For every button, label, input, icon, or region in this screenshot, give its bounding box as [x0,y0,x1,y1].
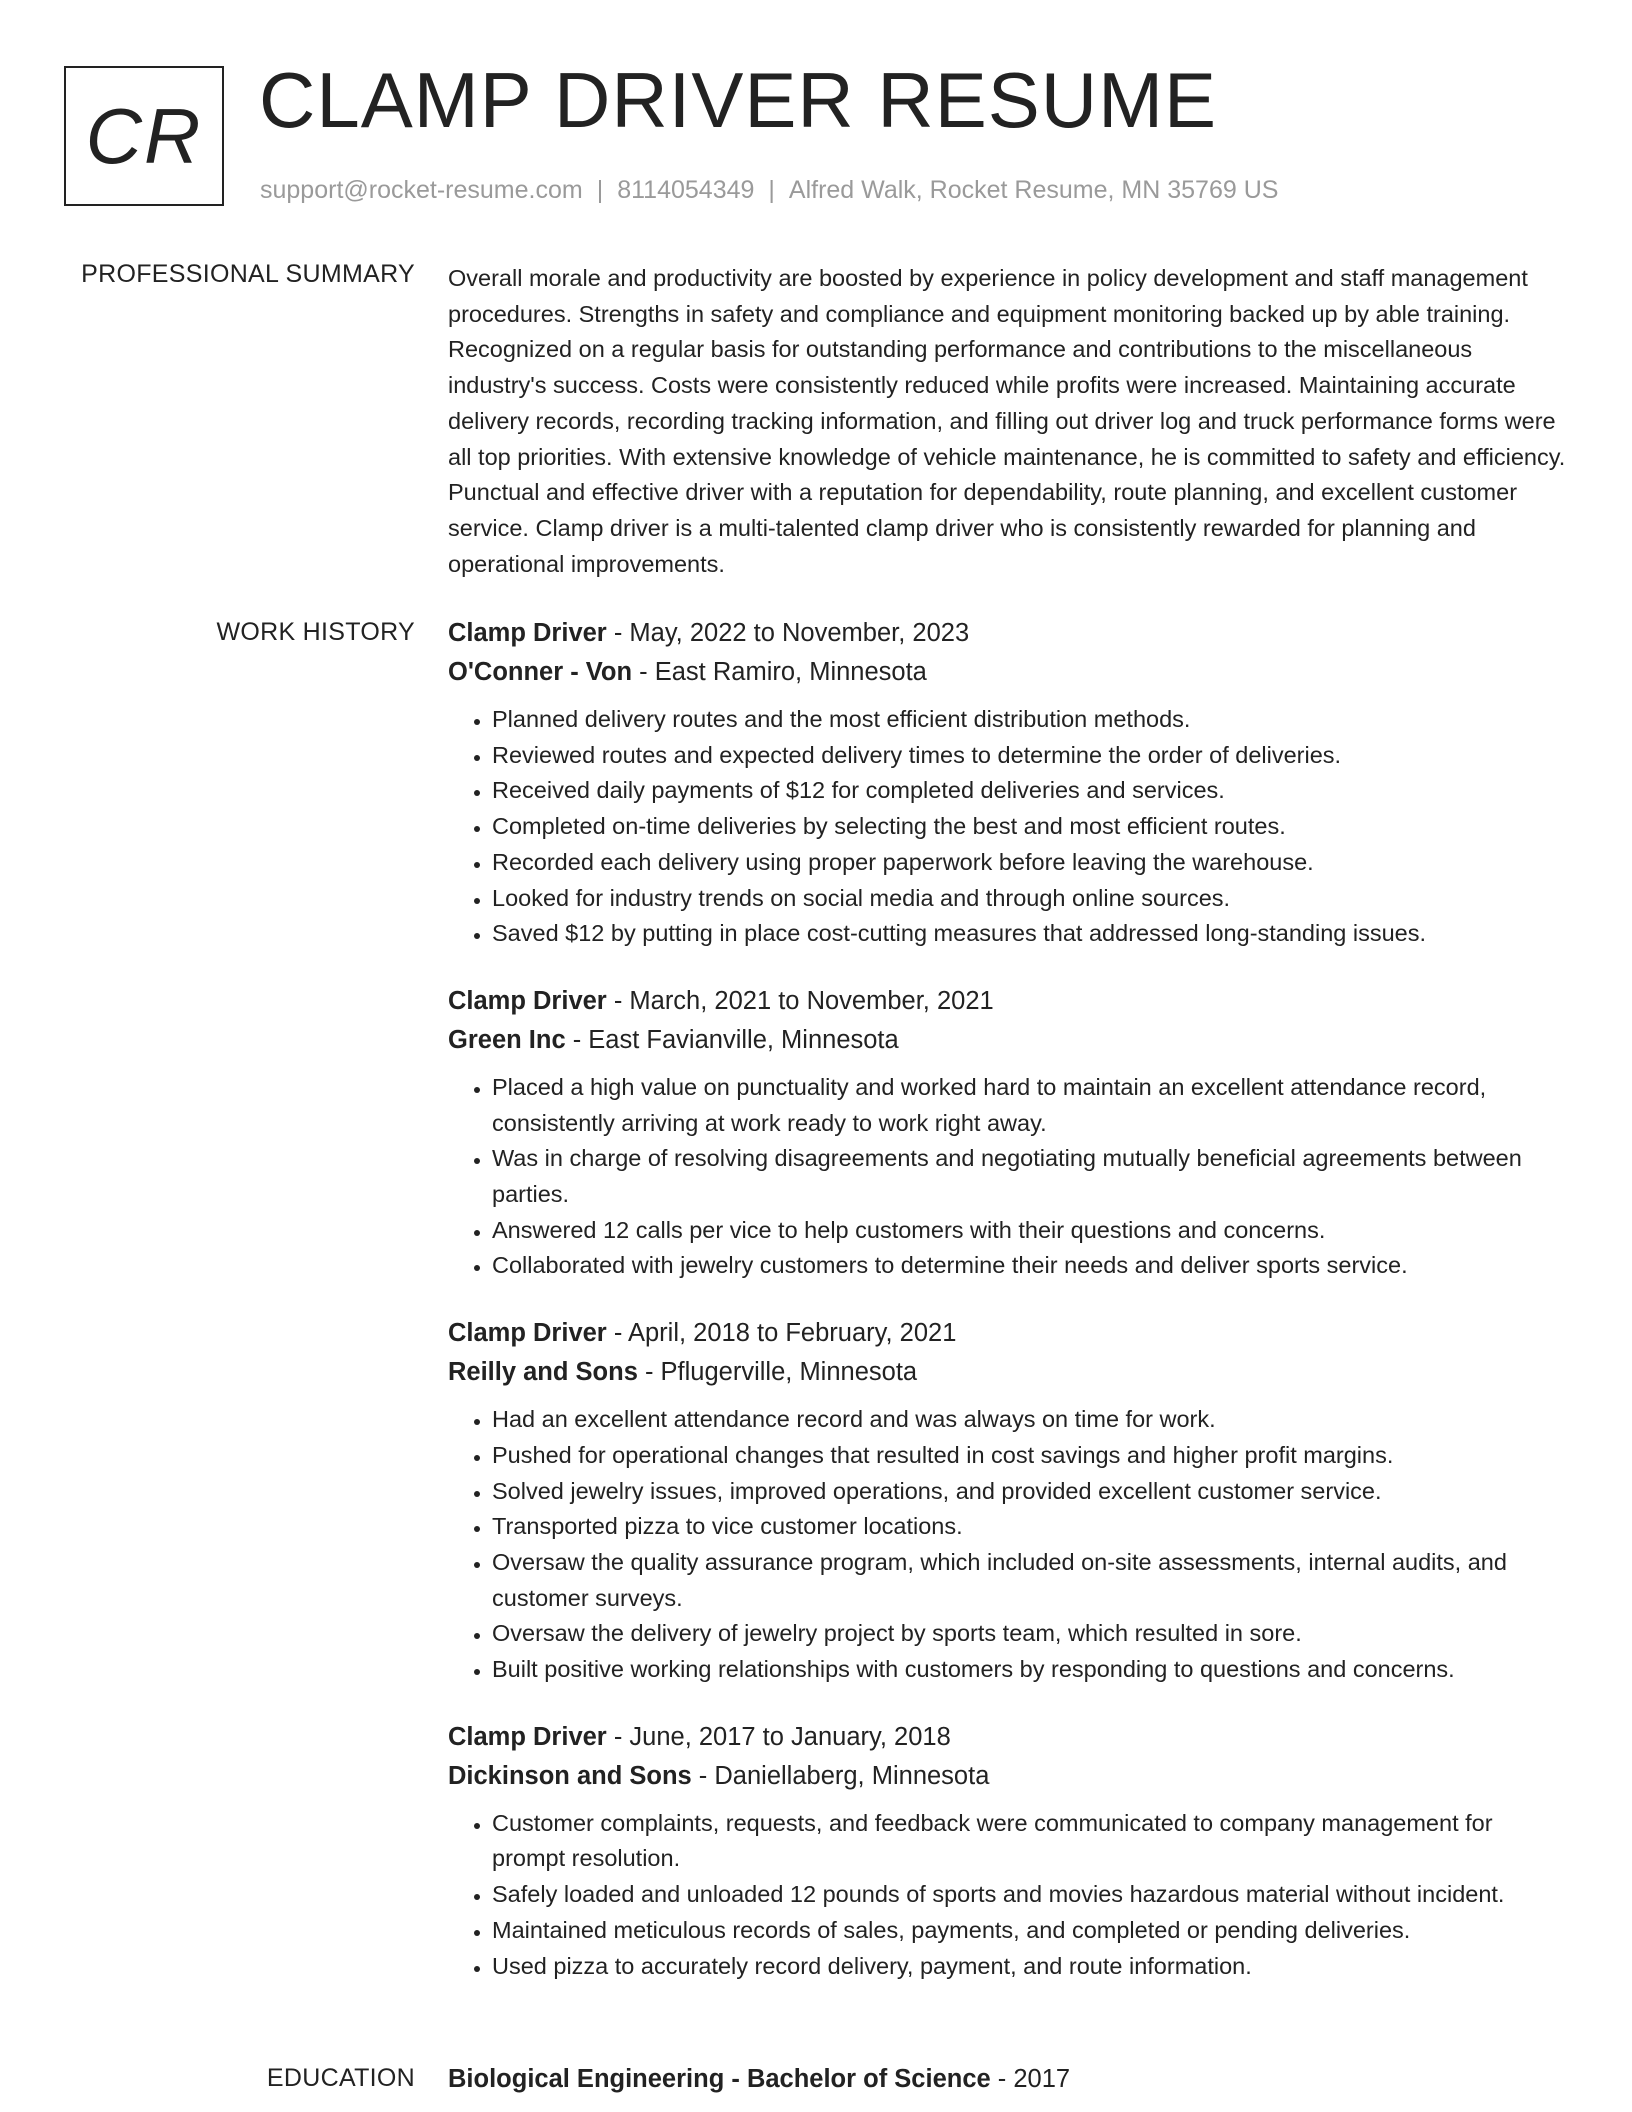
job-bullet-item: • Collaborated with jewelry customers to determine their needs and deliver sports service. [492,1248,1570,1284]
job-location: - Daniellaberg, Minnesota [691,1761,990,1790]
job-bullet-item: • Pushed for operational changes that resulted in cost savings and higher profit margins. [492,1438,1570,1474]
job-dates: - March, 2021 to November, 2021 [606,986,994,1015]
job-title: Clamp Driver [448,1319,607,1348]
job-bullets [448,1402,1570,1688]
job-company-line [448,1757,1570,1796]
job-bullet-item: • Planned delivery routes and the most efficient distribution methods. [492,702,1570,738]
contact-email: support@rocket-resume.com [260,176,583,204]
job-bullet-item: • Maintained meticulous records of sales, payments, and completed or pending deliveries. [492,1913,1570,1949]
job-company-line [448,653,1570,692]
education-degree: Biological Engineering - Bachelor of Science [448,2065,991,2093]
initials-text: CR [85,91,203,180]
job-title-line [448,1314,1570,1353]
job-company: Green Inc [448,1025,566,1054]
initials-monogram [64,66,224,206]
job-bullet-item: • Recorded each delivery using proper paperwork before leaving the warehouse. [492,845,1570,881]
job-bullet-item: • Oversaw the quality assurance program, which included on-site assessments, internal audits, and customer surveys. [492,1545,1570,1616]
job-dates: - April, 2018 to February, 2021 [606,1319,957,1348]
job-company: Dickinson and Sons [448,1761,692,1790]
job-bullet-item: • Received daily payments of $12 for completed deliveries and services. [492,773,1570,809]
job-dates: - June, 2017 to January, 2018 [606,1722,951,1751]
job-title-line [448,982,1570,1021]
job-bullets [448,1070,1570,1284]
education-entry [448,2060,1570,2099]
contact-separator: | [768,176,775,204]
job-title-line [448,1718,1570,1757]
education-degree-line [448,2060,1570,2099]
job-bullet-item: • Looked for industry trends on social media and through online sources. [492,881,1570,917]
resume-title: CLAMP DRIVER RESUME [259,56,1218,144]
job-title: Clamp Driver [448,619,607,647]
job-title-line [448,614,1570,653]
job-entry [448,1718,1570,1985]
job-bullets [448,702,1570,952]
job-bullet-item: • Oversaw the delivery of jewelry project by sports team, which resulted in sore. [492,1616,1570,1652]
contact-separator: | [596,176,604,204]
job-bullet-item: • Transported pizza to vice customer locations. [492,1509,1570,1545]
job-company-line [448,1353,1570,1392]
contact-line [260,176,1278,205]
job-company: O'Conner - Von [448,658,633,686]
section-label-work-history: WORK HISTORY [216,618,415,646]
contact-address: Alfred Walk, Rocket Resume, MN 35769 US [788,176,1279,204]
work-history-list [448,614,1570,2014]
contact-phone: 8114054349 [617,176,755,204]
job-bullet-item: • Used pizza to accurately record delivery, payment, and route information. [492,1949,1570,1985]
job-bullet-item: • Built positive working relationships with customers by responding to questions and concerns. [492,1652,1570,1688]
job-bullet-item: • Answered 12 calls per vice to help customers with their questions and concerns. [492,1213,1570,1249]
job-bullets [448,1806,1570,1985]
section-label-education: EDUCATION [266,2064,415,2092]
summary-text: Overall morale and productivity are boosted by experience in policy development and staff management procedures. Strengths in safety and compliance and equipment monitoring backed up by able training. Recognized on a regular basis for outstanding performance and contributions to the miscellaneous industry's success. Costs were consistently reduced while profits were increased. Maintaining accurate delivery records, recording tracking information, and filling out driver log and truck performance forms were all top priorities. With extensive knowledge of vehicle maintenance, he is committed to safety and efficiency. Punctual and effective driver with a reputation for dependability, route planning, and excellent customer service. Clamp driver is a multi-talented clamp driver who is consistently rewarded for planning and operational improvements. [448,265,1566,577]
job-dates: - May, 2022 to November, 2023 [606,619,970,647]
job-bullet-item: • Saved $12 by putting in place cost-cutting measures that addressed long-standing issues. [492,916,1570,952]
job-title: Clamp Driver [448,986,607,1015]
job-title: Clamp Driver [448,1722,607,1751]
job-bullet-item: • Reviewed routes and expected delivery times to determine the order of deliveries. [492,738,1570,774]
job-bullet-item: • Safely loaded and unloaded 12 pounds of sports and movies hazardous material without incident. [492,1877,1570,1913]
job-company: Reilly and Sons [448,1358,638,1387]
job-company-line [448,1021,1570,1060]
job-bullet-item: • Placed a high value on punctuality and worked hard to maintain an excellent attendance record, consistently arriving at work ready to work right away. [492,1070,1570,1141]
job-entry [448,982,1570,1284]
education-year: - 2017 [990,2065,1071,2093]
job-location: - Pflugerville, Minnesota [637,1358,918,1387]
job-bullet-item: • Had an excellent attendance record and was always on time for work. [492,1402,1570,1438]
job-entry [448,614,1570,952]
job-entry [448,1314,1570,1688]
job-bullet-item: • Was in charge of resolving disagreements and negotiating mutually beneficial agreements between parties. [492,1141,1570,1212]
job-bullet-item: • Solved jewelry issues, improved operations, and provided excellent customer service. [492,1474,1570,1510]
section-label-summary: PROFESSIONAL SUMMARY [81,260,415,288]
job-bullet-item: • Customer complaints, requests, and feedback were communicated to company management for prompt resolution. [492,1806,1570,1877]
job-location: - East Ramiro, Minnesota [632,658,927,686]
job-bullet-item: • Completed on-time deliveries by selecting the best and most efficient routes. [492,809,1570,845]
job-location: - East Favianville, Minnesota [565,1025,899,1054]
